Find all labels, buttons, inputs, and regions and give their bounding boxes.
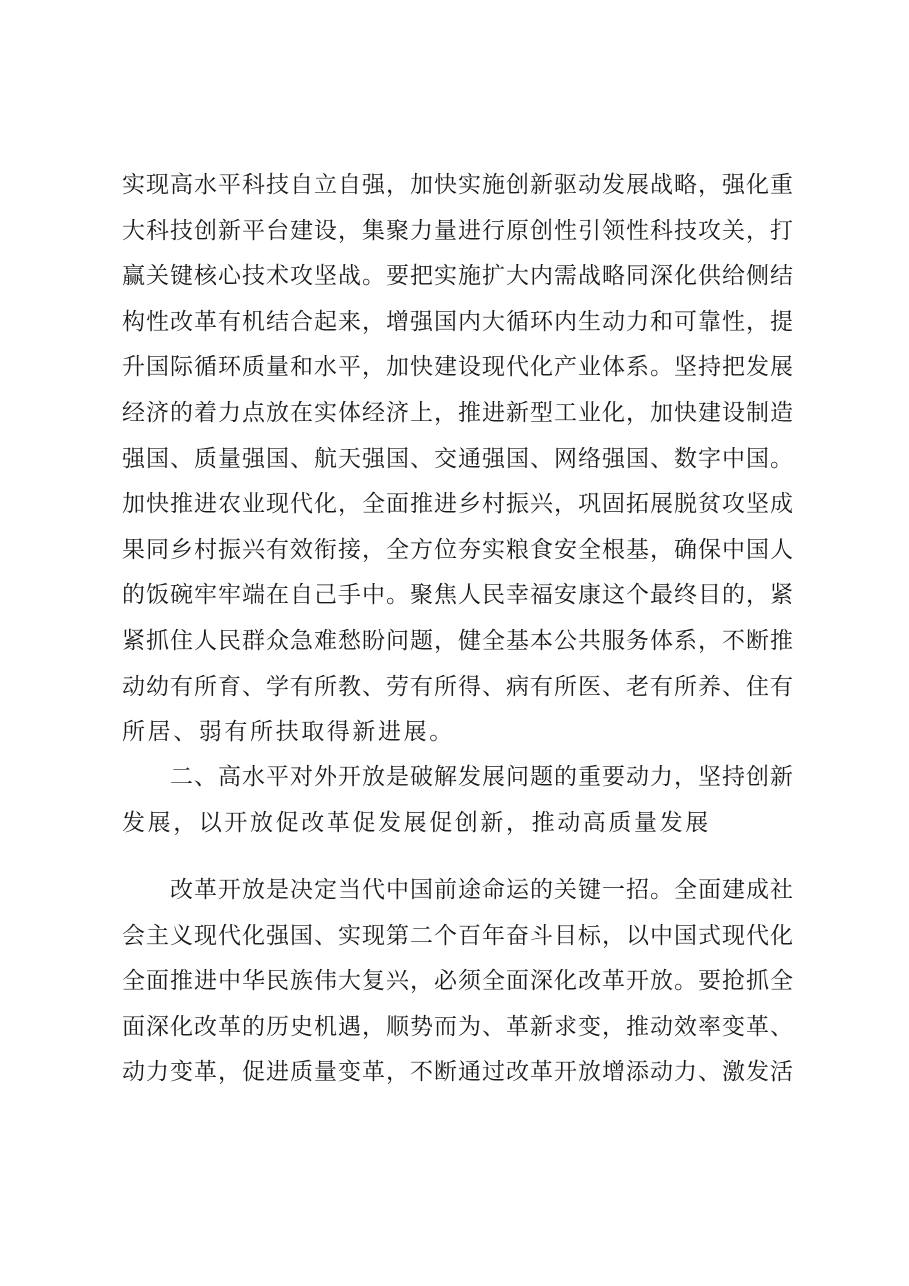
text-line: 全面推进中华民族伟大复兴，必须全面深化改革开放。要抢抓全 xyxy=(122,968,794,995)
section-heading xyxy=(122,755,794,846)
text-line: 经济的着力点放在实体经济上，推进新型工业化，加快建设制造 xyxy=(122,399,794,426)
text-line: 赢关键核心技术攻坚战。要把实施扩大内需战略同深化供给侧结 xyxy=(122,263,794,290)
text-line: 动力变革，促进质量变革，不断通过改革开放增添动力、激发活 xyxy=(122,1059,794,1086)
body-paragraph xyxy=(122,163,794,756)
text-line: 面深化改革的历史机遇，顺势而为、革新求变，推动效率变革、 xyxy=(122,1013,794,1040)
text-line: 强国、质量强国、航天强国、交通强国、网络强国、数字中国。 xyxy=(122,445,794,472)
text-line: 果同乡村振兴有效衔接，全方位夯实粮食安全根基，确保中国人 xyxy=(122,536,794,563)
text-line: 构性改革有机结合起来，增强国内大循环内生动力和可靠性，提 xyxy=(122,308,794,335)
text-line: 升国际循环质量和水平，加快建设现代化产业体系。坚持把发展 xyxy=(122,354,794,381)
heading-line: 发展，以开放促改革促发展促创新，推动高质量发展 xyxy=(122,809,711,836)
text-line: 大科技创新平台建设，集聚力量进行原创性引领性科技攻关，打 xyxy=(122,217,794,244)
text-line: 紧抓住人民群众急难愁盼问题，健全基本公共服务体系，不断推 xyxy=(122,627,794,654)
heading-line: 二、高水平对外开放是破解发展问题的重要动力，坚持创新 xyxy=(170,764,794,790)
text-line: 会主义现代化强国、实现第二个百年奋斗目标，以中国式现代化 xyxy=(122,922,794,949)
text-line: 加快推进农业现代化，全面推进乡村振兴，巩固拓展脱贫攻坚成 xyxy=(122,491,794,518)
text-line: 实现高水平科技自立自强，加快实施创新驱动发展战略，强化重 xyxy=(122,172,794,198)
text-line: 所居、弱有所扶取得新进展。 xyxy=(122,719,455,746)
text-line: 动幼有所育、学有所教、劳有所得、病有所医、老有所养、住有 xyxy=(122,673,794,700)
text-line: 的饭碗牢牢端在自己手中。聚焦人民幸福安康这个最终目的，紧 xyxy=(122,582,794,609)
body-paragraph xyxy=(122,868,794,1096)
text-line: 改革开放是决定当代中国前途命运的关键一招。全面建成社 xyxy=(170,877,794,903)
